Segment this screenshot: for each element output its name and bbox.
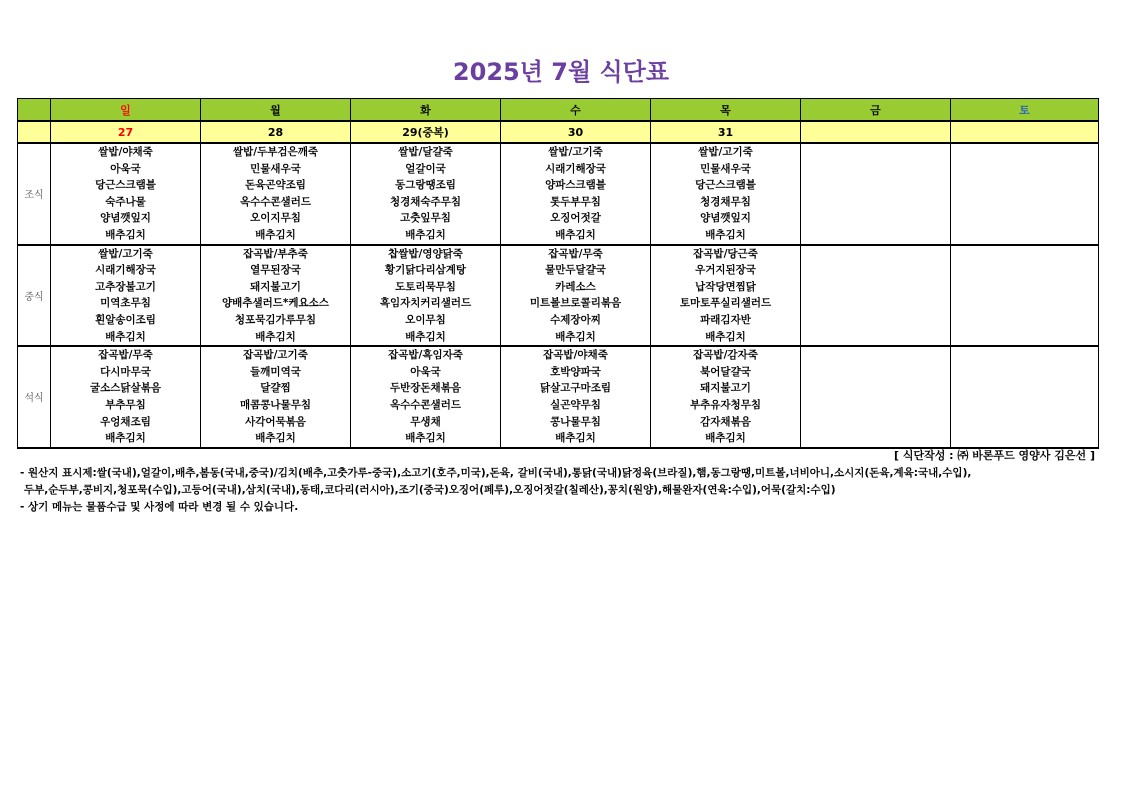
menu-item: 양념깻잎지 [700,212,751,225]
menu-item: 배추김치 [705,330,746,343]
menu-cell [501,346,651,448]
menu-item: 콩나물무침 [550,415,601,428]
menu-item: 북어달걀국 [700,365,751,378]
menu-item: 배추김치 [405,432,446,445]
menu-item: 쌀밥/고기죽 [548,146,603,158]
weekday-sat: 토 [951,99,1099,122]
weekday-thu: 목 [651,99,801,122]
menu-item: 도토리묵무침 [395,280,456,293]
weekday-fri: 금 [801,99,951,122]
menu-cell [651,245,801,347]
menu-cell [51,346,201,448]
menu-item: 쌀밥/두부검은깨죽 [233,146,318,158]
menu-cell [351,143,501,245]
corner-cell [18,99,51,122]
menu-item: 쌀밥/달걀죽 [398,146,453,158]
menu-item: 부추무침 [105,398,146,411]
menu-item: 잡곡밥/고기죽 [243,349,308,362]
menu-item: 당근스크램블 [695,179,756,192]
menu-item: 굴소스닭살볶음 [89,382,161,395]
menu-item: 돼지불고기 [700,382,751,395]
menu-item: 잡곡밥/야채죽 [543,349,608,362]
menu-item: 들깨미역국 [250,365,301,378]
change-notice: - 상기 메뉴는 물품수급 및 사정에 따라 변경 될 수 있습니다. [20,501,299,513]
menu-item: 얼갈이국 [405,162,446,175]
menu-item: 옥수수콘샐러드 [239,195,311,208]
menu-item: 호박양파국 [550,365,601,378]
menu-item: 고추장불고기 [95,280,156,293]
menu-cell [201,245,351,347]
menu-item: 민물새우국 [250,162,301,175]
menu-item: 납작당면찜닭 [695,280,756,293]
menu-item: 당근스크램블 [95,179,156,192]
menu-cell [501,143,651,245]
menu-item: 쌀밥/야채죽 [98,146,153,158]
corner-cell [18,121,51,143]
menu-item: 수제장아찌 [550,313,601,326]
date-cell: 30 [501,121,651,143]
menu-cell [801,245,951,347]
menu-item: 고춧잎무침 [400,212,451,225]
menu-item: 아욱국 [410,365,441,378]
menu-item: 배추김치 [555,432,596,445]
menu-item: 감자채볶음 [700,415,751,428]
menu-cell [951,245,1099,347]
menu-item: 배추김치 [555,330,596,343]
origin-note-line-1: - 원산지 표시제:쌀(국내),얼갈이,배추,봄동(국내,중국)/김치(배추,고춧가루-중국),소고기(호주,미국),돈육, 갈비(국내),통닭(국내)닭정육(브라질),햄,동그랑땡,미트볼,너비아니,소시지(돈육,계육:국내,수입), [20,467,972,479]
menu-item: 닭살고구마조림 [539,382,611,395]
page-title: 2025년 7월 식단표 [452,58,670,86]
meal-label: 중식 [18,245,51,347]
menu-item: 배추김치 [705,432,746,445]
menu-item: 흰알송이조림 [95,313,156,326]
menu-item: 시래기해장국 [95,264,156,277]
menu-cell [801,143,951,245]
menu-cell [801,346,951,448]
menu-item: 민물새우국 [700,162,751,175]
menu-item: 달걀찜 [260,382,291,395]
menu-item: 매콤콩나물무침 [239,398,311,411]
meal-label: 석식 [18,346,51,448]
menu-item: 숙주나물 [105,195,146,208]
menu-item: 미트볼브로콜리볶음 [529,297,622,310]
notes-section [20,465,1110,516]
menu-item: 배추김치 [705,228,746,241]
menu-item: 오징어젓갈 [550,212,601,225]
menu-item: 청경채무침 [700,195,751,208]
menu-item: 배추김치 [255,228,296,241]
menu-item: 카레소스 [555,280,596,293]
menu-item: 찹쌀밥/영양닭죽 [388,247,463,260]
menu-item: 부추유자청무침 [689,398,761,411]
meal-row-dinner [18,346,1099,448]
menu-item: 잡곡밥/흑임자죽 [388,349,463,362]
menu-item: 잡곡밥/당근죽 [693,247,758,260]
menu-item: 무생채 [410,415,441,428]
menu-item: 배추김치 [105,330,146,343]
meal-label: 조식 [18,143,51,245]
menu-item: 배추김치 [105,432,146,445]
author-credit: [ 식단작성 : ㈜ 바론푸드 영양사 김은선 ] [893,449,1095,462]
menu-item: 양파스크램블 [545,179,606,192]
date-cell: 27 [51,121,201,143]
menu-item: 실곤약무침 [550,398,601,411]
menu-cell [201,143,351,245]
menu-table [17,98,1099,449]
menu-cell [51,143,201,245]
menu-item: 동그랑땡조림 [395,179,456,192]
menu-cell [951,143,1099,245]
menu-item: 오이무침 [405,313,446,326]
meal-row-breakfast [18,143,1099,245]
menu-item: 양념깻잎지 [100,212,151,225]
date-cell: 29(중복) [351,121,501,143]
menu-item: 배추김치 [255,432,296,445]
date-row [18,121,1099,143]
menu-cell [651,143,801,245]
weekday-tue: 화 [351,99,501,122]
menu-item: 우엉채조림 [100,415,151,428]
origin-note-line-2: 두부,순두부,콩비지,청포묵(수입),고등어(국내),삼치(국내),동태,코다리(러시아),조기(중국)오징어(페루),오징어젓갈(칠레산),꽁치(원양),해물완자(연육:수입),어묵(갈치:수입) [24,484,836,496]
menu-item: 배추김치 [405,330,446,343]
menu-item: 양배추샐러드*케요소스 [222,297,329,310]
menu-item: 파래김자반 [700,313,751,326]
menu-item: 돼지불고기 [250,280,301,293]
date-cell [951,121,1099,143]
menu-cell [201,346,351,448]
weekday-mon: 월 [201,99,351,122]
menu-cell [351,346,501,448]
menu-item: 시래기해장국 [545,162,606,175]
weekday-header-row [18,99,1099,122]
menu-cell [351,245,501,347]
menu-item: 미역초무침 [100,297,151,310]
menu-item: 옥수수콘샐러드 [389,398,461,411]
weekday-sun: 일 [51,99,201,122]
menu-item: 잡곡밥/감자죽 [693,349,758,362]
menu-item: 톳두부무침 [550,195,601,208]
menu-item: 돈육곤약조림 [245,179,306,192]
menu-item: 쌀밥/고기죽 [698,146,753,158]
menu-item: 청경채숙주무침 [389,195,461,208]
menu-item: 쌀밥/고기죽 [98,247,153,260]
weekday-wed: 수 [501,99,651,122]
menu-item: 잡곡밥/부추죽 [243,247,308,260]
menu-item: 열무된장국 [250,264,301,277]
meal-row-lunch [18,245,1099,347]
date-cell [801,121,951,143]
menu-item: 토마토푸실리샐러드 [679,297,772,310]
menu-item: 청포묵김가루무침 [234,313,317,326]
menu-item: 우거지된장국 [695,264,756,277]
date-cell: 31 [651,121,801,143]
menu-item: 물만두달걀국 [545,264,606,277]
menu-cell [51,245,201,347]
menu-cell [501,245,651,347]
menu-item: 황기닭다리삼계탕 [384,264,467,277]
menu-item: 잡곡밥/무죽 [98,349,153,362]
menu-item: 흑임자치커리샐러드 [379,297,472,310]
menu-item: 아욱국 [110,162,141,175]
menu-item: 배추김치 [105,228,146,241]
menu-cell [651,346,801,448]
menu-item: 배추김치 [255,330,296,343]
menu-item: 다시마무국 [100,365,151,378]
menu-cell [951,346,1099,448]
menu-item: 배추김치 [405,228,446,241]
menu-item: 두반장돈채볶음 [389,382,461,395]
menu-item: 사각어묵볶음 [245,415,306,428]
date-cell: 28 [201,121,351,143]
menu-item: 잡곡밥/무죽 [548,247,603,260]
menu-item: 배추김치 [555,228,596,241]
menu-item: 오이지무침 [250,212,301,225]
